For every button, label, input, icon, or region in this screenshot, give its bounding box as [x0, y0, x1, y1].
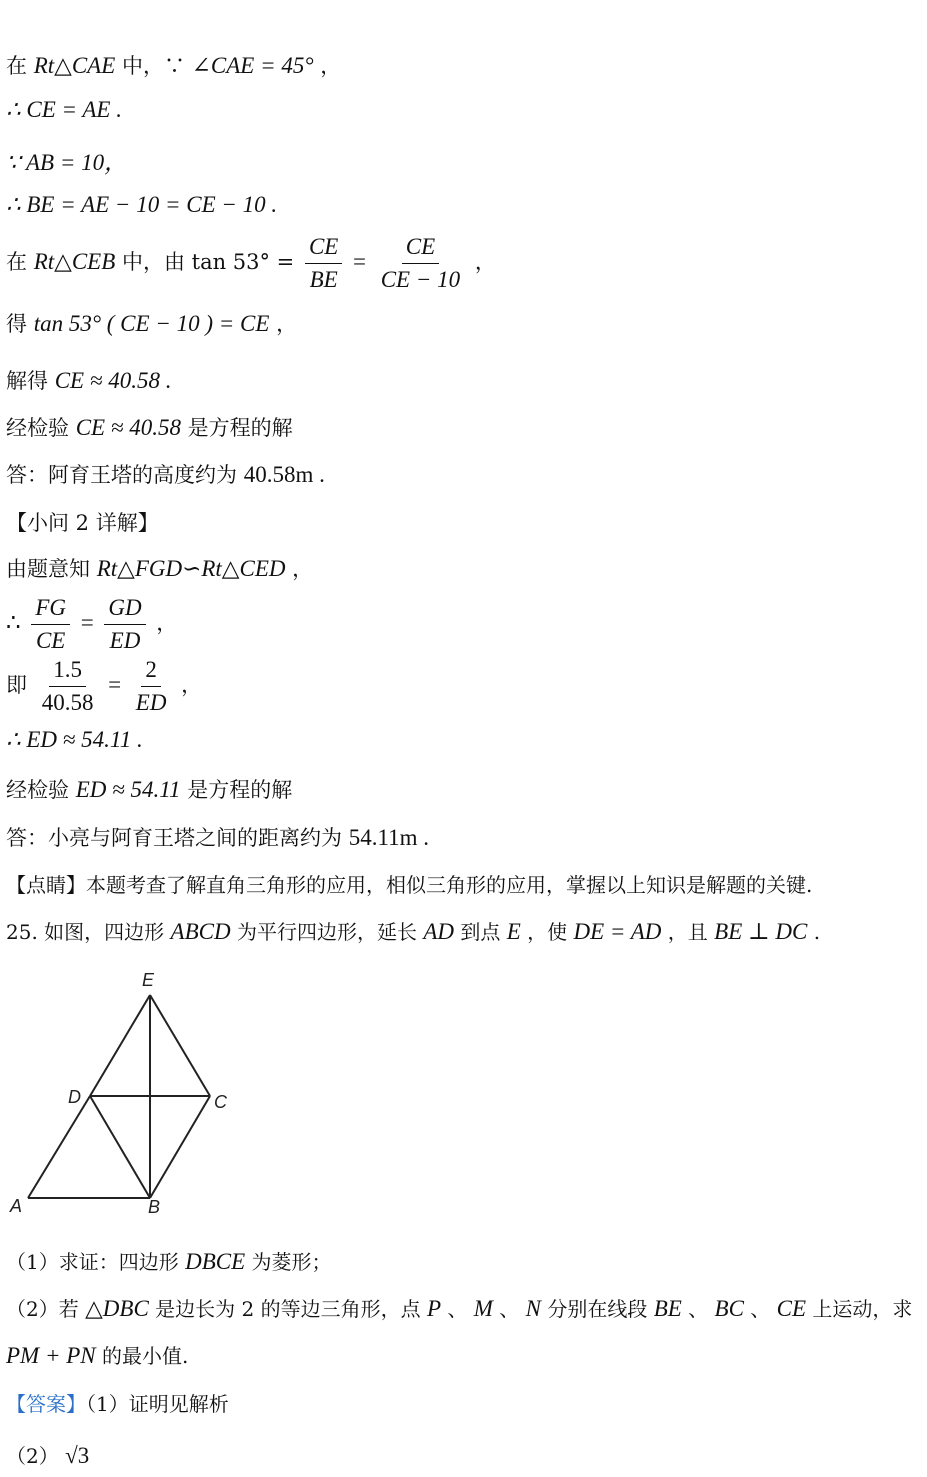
subquestion-2-continued [6, 1340, 188, 1369]
math-expression: CE ≈ 40.58 . [54, 368, 172, 393]
fraction [38, 656, 98, 717]
fraction-denominator: ED [135, 690, 167, 715]
text: ， [276, 312, 298, 336]
text: 、 [688, 1297, 709, 1321]
point-label-D: D [68, 1087, 81, 1107]
text: 上运动，求 [812, 1297, 913, 1321]
math-expression: PM + PN [6, 1343, 96, 1368]
math-expression: 40.58m . [243, 462, 325, 487]
equals-sign: = [108, 672, 122, 697]
text: （2）若 [6, 1297, 79, 1321]
math-expression: BE ⊥ DC [714, 919, 808, 944]
fraction-numerator: CE [402, 233, 439, 264]
math-expression: ABCD [170, 919, 231, 944]
math-expression: M [473, 1296, 493, 1321]
math-expression: DBCE [185, 1249, 246, 1274]
text: 是方程的解 [187, 416, 293, 440]
solution-line-3: ∵ AB = 10， [6, 150, 128, 175]
problem-25-statement [6, 916, 820, 945]
fraction-denominator: CE [35, 628, 66, 653]
equals-sign: = [80, 610, 94, 635]
text: 的最小值. [101, 1344, 189, 1368]
point-label-E: E [142, 970, 155, 990]
therefore-symbol: ∴ [6, 610, 21, 635]
text: （1）证明见解析 [86, 1392, 229, 1416]
math-expression: BC [714, 1296, 744, 1321]
text: 、 [447, 1297, 468, 1321]
math-expression: Rt△CEB [33, 249, 116, 274]
text: 到点 [460, 920, 501, 944]
math-expression: P [426, 1296, 442, 1321]
text: （2） [6, 1444, 59, 1468]
point-label-B: B [148, 1197, 161, 1217]
fraction [377, 233, 464, 294]
text: ， [156, 611, 178, 635]
fraction-denominator: CE − 10 [380, 267, 461, 292]
math-expression: △DBC [85, 1296, 149, 1321]
equals-sign: = [353, 249, 367, 274]
math-expression: CE ≈ 40.58 [75, 415, 181, 440]
math-expression: √3 [65, 1443, 90, 1468]
fraction [132, 656, 171, 717]
solution-line-12 [6, 594, 177, 655]
math-expression: CE [776, 1296, 807, 1321]
math-expression: Rt△CAE [33, 53, 116, 78]
segment-DA [28, 1096, 90, 1198]
text: 由题意知 [6, 557, 90, 581]
answer-label: 【答案】 [6, 1392, 86, 1416]
text: 经检验 [6, 778, 69, 802]
text: ，使 [527, 920, 568, 944]
text: 答：阿育王塔的高度约为 [6, 463, 237, 487]
solution-line-2: ∴ CE = AE . [6, 97, 122, 122]
fraction-numerator: GD [104, 594, 145, 625]
answer-line-1 [6, 1388, 229, 1417]
math-expression: ED ≈ 54.11 [75, 777, 181, 802]
solution-line-14: ∴ ED ≈ 54.11 . [6, 727, 143, 752]
geometry-figure [0, 960, 260, 1225]
text: （1）求证：四边形 [6, 1250, 179, 1274]
text: 解得 [6, 369, 48, 393]
text: 中，由 tan 53° = [121, 250, 295, 274]
fraction [31, 594, 70, 655]
solution-line-6 [6, 308, 297, 338]
text: 中，∵ [121, 54, 185, 78]
segment-CB [150, 1096, 210, 1198]
fraction-numerator: 2 [141, 656, 161, 687]
solution-line-1 [6, 50, 341, 80]
text: 得 [6, 312, 27, 336]
text: 是边长为 2 的等边三角形，点 [155, 1297, 421, 1321]
fraction-numerator: FG [31, 594, 70, 625]
fraction-denominator: 40.58 [41, 690, 94, 715]
fraction-denominator: ED [109, 628, 141, 653]
math-expression: AD [423, 919, 454, 944]
text: 经检验 [6, 416, 69, 440]
text: 为平行四边形，延长 [236, 920, 417, 944]
solution-line-7 [6, 365, 171, 395]
segment-DB [90, 1096, 150, 1198]
math-expression: E [506, 919, 521, 944]
text: 25. 如图，四边形 [6, 920, 165, 944]
math-expression: Rt△FGD∽Rt△CED [96, 556, 286, 581]
text: ，且 [667, 920, 708, 944]
segment-EC [150, 995, 210, 1096]
text: . [813, 920, 821, 944]
text: ， [292, 557, 314, 581]
segment-ED [90, 995, 150, 1096]
fraction-numerator: 1.5 [49, 656, 86, 687]
text: 分别在线段 [547, 1297, 648, 1321]
answer-line-2 [6, 1440, 89, 1469]
text: ， [181, 673, 203, 697]
text: 即 [6, 673, 27, 697]
fraction [104, 594, 145, 655]
point-label-C: C [214, 1092, 227, 1112]
fraction-denominator: BE [309, 267, 338, 292]
solution-line-16 [6, 822, 429, 852]
solution-line-5 [6, 233, 496, 294]
solution-line-15 [6, 774, 292, 804]
solution-line-8 [6, 412, 293, 442]
math-expression: ∠CAE = 45° [191, 53, 314, 78]
subquestion-1 [6, 1246, 332, 1275]
subquestion-2-heading: 【小问 2 详解】 [6, 511, 159, 535]
text: 答：小亮与阿育王塔之间的距离约为 [6, 826, 342, 850]
math-expression: tan 53° ( CE − 10 ) = CE [33, 311, 270, 336]
text: ， [474, 250, 496, 274]
text: 在 [6, 250, 27, 274]
subquestion-2 [6, 1293, 912, 1322]
math-expression: 54.11m . [348, 825, 429, 850]
text: 、 [750, 1297, 771, 1321]
key-point-note: 【点睛】本题考查了解直角三角形的应用，相似三角形的应用，掌握以上知识是解题的关键. [6, 873, 813, 897]
math-expression: N [525, 1296, 541, 1321]
text: ， [320, 54, 342, 78]
math-expression: BE [653, 1296, 682, 1321]
solution-line-13 [6, 656, 202, 717]
solution-line-4: ∴ BE = AE − 10 = CE − 10 . [6, 192, 278, 217]
fraction-numerator: CE [305, 233, 342, 264]
text: 是方程的解 [187, 778, 293, 802]
solution-line-11 [6, 553, 313, 583]
fraction [305, 233, 342, 294]
text: 、 [499, 1297, 520, 1321]
text: 为菱形； [251, 1250, 332, 1274]
text: 在 [6, 54, 27, 78]
solution-line-9 [6, 459, 325, 489]
point-label-A: A [10, 1196, 23, 1216]
math-expression: DE = AD [573, 919, 662, 944]
